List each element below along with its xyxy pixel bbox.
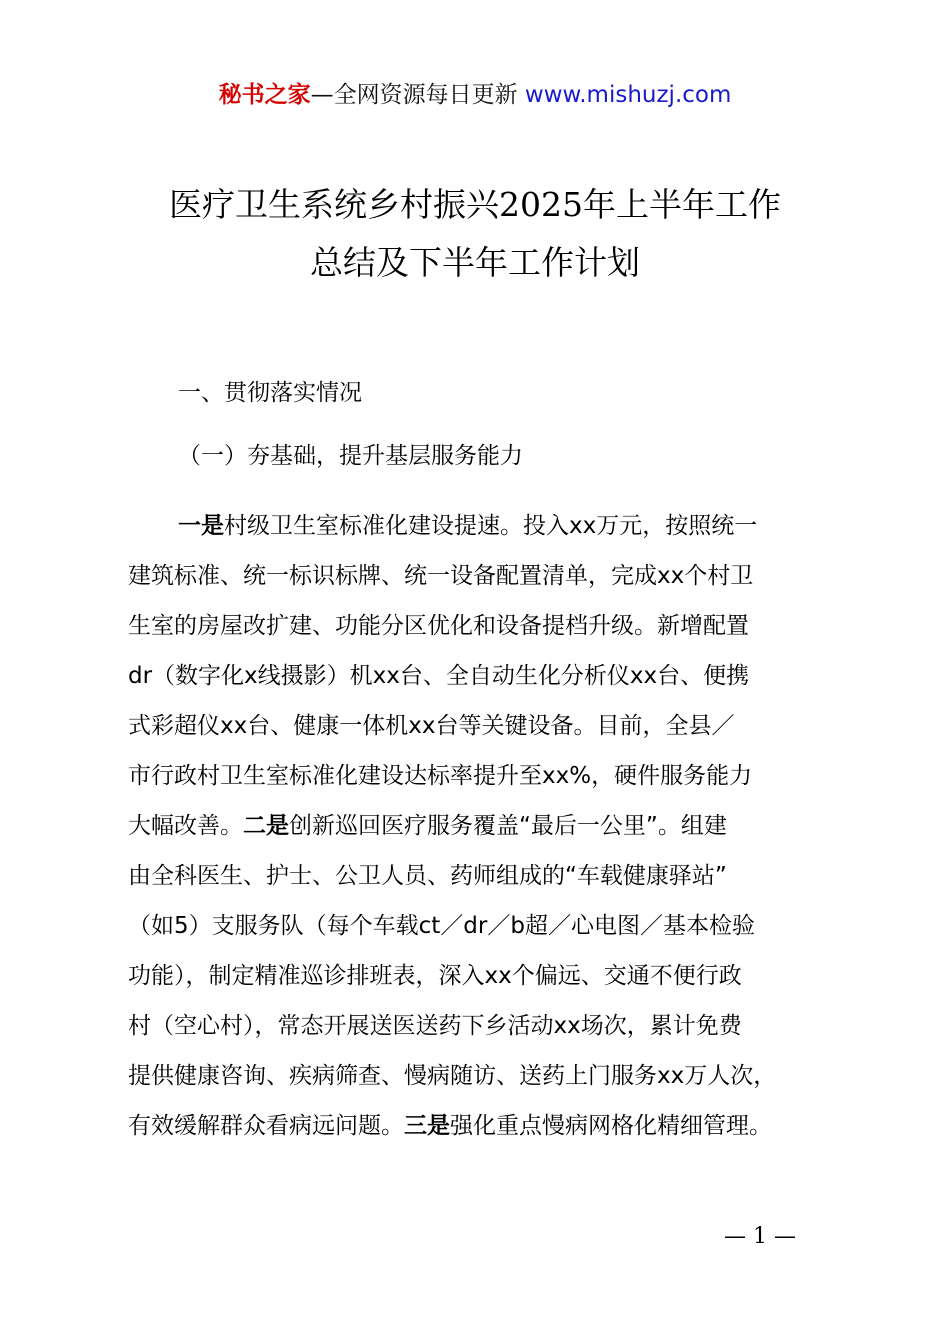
body-line: 功能），制定精准巡诊排班表，深入xx个偏远、交通不便行政 <box>128 963 742 989</box>
body-line: 式彩超仪xx台、健康一体机xx台等关键设备。目前，全县／ <box>128 713 735 739</box>
body-line: 村（空心村），常态开展送医送药下乡活动xx场次，累计免费 <box>128 1013 742 1039</box>
body-line: 建筑标准、统一标识标牌、统一设备配置清单，完成xx个村卫 <box>128 563 754 589</box>
section-heading-1: 一、贯彻落实情况 <box>178 380 362 406</box>
bold-marker: 一是 <box>178 513 224 539</box>
title-line-1: 医疗卫生系统乡村振兴2025年上半年工作 <box>169 185 781 224</box>
body-line <box>128 501 833 551</box>
body-text: 强化重点慢病网格化精细管理。 <box>450 1113 772 1139</box>
header-tagline: —全网资源每日更新 <box>310 82 525 108</box>
body-paragraph <box>128 501 833 1151</box>
document-title <box>0 176 950 292</box>
header-brand: 秘书之家 <box>218 82 311 108</box>
site-header <box>0 78 950 112</box>
title-line-2: 总结及下半年工作计划 <box>310 243 640 282</box>
body-line <box>128 801 833 851</box>
bold-marker: 二是 <box>243 813 289 839</box>
body-line: （如5）支服务队（每个车载ct／dr／b超／心电图／基本检验 <box>128 913 755 939</box>
body-text: 有效缓解群众看病远问题。 <box>128 1113 404 1139</box>
body-line: 市行政村卫生室标准化建设达标率提升至xx%，硬件服务能力 <box>128 763 753 789</box>
page-number: — 1 — <box>724 1224 796 1249</box>
body-text: 大幅改善。 <box>128 813 243 839</box>
body-text: 创新巡回医疗服务覆盖“最后一公里”。组建 <box>289 813 727 839</box>
bold-marker: 三是 <box>404 1113 450 1139</box>
body-text: 村级卫生室标准化建设提速。投入xx万元，按照统一 <box>224 513 758 539</box>
body-line: 由全科医生、护士、公卫人员、药师组成的“车载健康驿站” <box>128 863 727 889</box>
body-line <box>128 1101 833 1151</box>
body-line: 提供健康咨询、疾病筛查、慢病随访、送药上门服务xx万人次， <box>128 1063 777 1089</box>
header-url-link[interactable]: www.mishuzj.com <box>524 82 732 108</box>
body-line: dr（数字化x线摄影）机xx台、全自动生化分析仪xx台、便携 <box>128 663 750 689</box>
section-heading-2: （一）夯基础，提升基层服务能力 <box>178 443 523 469</box>
body-line: 生室的房屋改扩建、功能分区优化和设备提档升级。新增配置 <box>128 613 749 639</box>
